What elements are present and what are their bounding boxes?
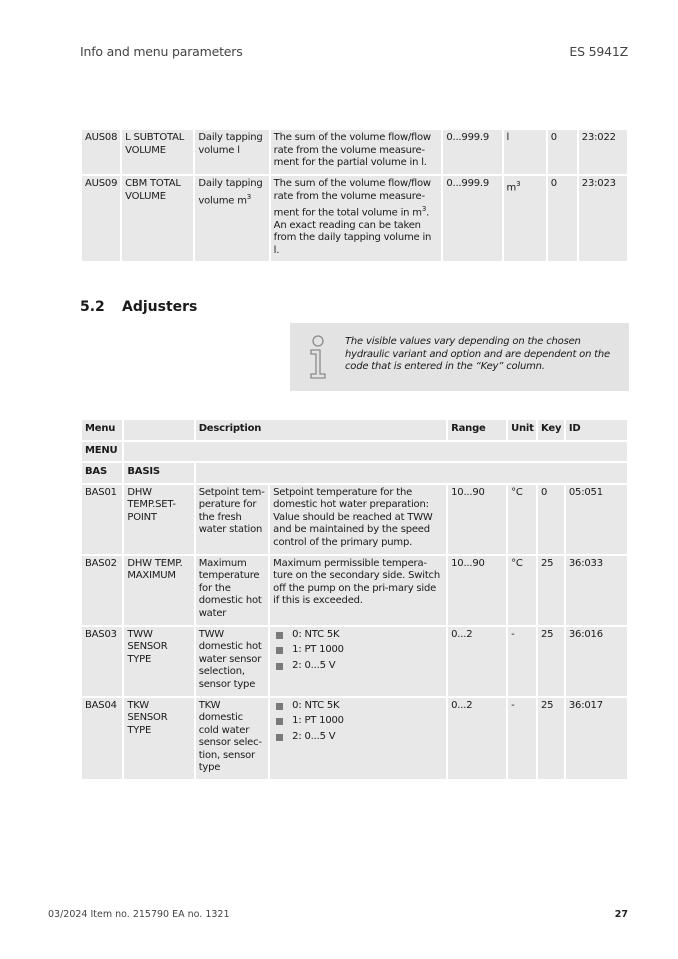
section-title: Adjusters <box>122 299 198 315</box>
options-list <box>273 700 443 744</box>
param-range: 10...90 <box>448 485 506 554</box>
param-key: 0 <box>548 176 577 261</box>
menu-row <box>82 442 627 462</box>
param-unit: l <box>504 130 546 174</box>
param-name: TKW SENSOR TYPE <box>124 698 193 779</box>
param-code: BAS04 <box>82 698 122 779</box>
options-list <box>273 629 443 673</box>
table-row <box>82 130 627 174</box>
param-name: TWW SENSOR TYPE <box>124 627 193 696</box>
group-code: BAS <box>82 463 122 483</box>
param-code: AUS08 <box>82 130 120 174</box>
param-id: 36:016 <box>566 627 627 696</box>
param-label: TWW domestic hot water sensor selection, sensor type <box>196 627 268 696</box>
param-description: The sum of the volume flow/flow rate from the volume measure-ment for the partial volume in l. <box>271 130 442 174</box>
group-name: BASIS <box>124 463 193 483</box>
section-number: 5.2 <box>80 299 105 315</box>
param-range: 0...999.9 <box>443 130 501 174</box>
list-item: 1: PT 1000 <box>273 715 443 728</box>
param-key: 25 <box>538 698 564 779</box>
header-id: ID <box>566 420 627 440</box>
param-unit: °C <box>508 556 536 625</box>
list-item: 0: NTC 5K <box>273 629 443 642</box>
param-name: CBM TOTAL VOLUME <box>122 176 193 261</box>
group-row-blank <box>196 463 627 483</box>
menu-label: MENU <box>82 442 122 462</box>
param-name: DHW TEMP. MAXIMUM <box>124 556 193 625</box>
param-unit: $m^3$ <box>504 176 546 261</box>
param-range: 0...999.9 <box>443 176 501 261</box>
table-row <box>82 176 627 261</box>
table-row <box>82 698 627 779</box>
param-id: 23:023 <box>579 176 627 261</box>
param-id: 23:022 <box>579 130 627 174</box>
menu-row-blank <box>124 442 627 462</box>
info-note-box <box>290 323 629 391</box>
list-item: 1: PT 1000 <box>273 644 443 657</box>
list-item: 2: 0...5 V <box>273 731 443 744</box>
header-menu: Menu <box>82 420 122 440</box>
param-options <box>270 698 446 779</box>
param-range: 0...2 <box>448 627 506 696</box>
group-row <box>82 463 627 483</box>
param-id: 36:033 <box>566 556 627 625</box>
param-key: 25 <box>538 556 564 625</box>
param-id: 36:017 <box>566 698 627 779</box>
param-range: 10...90 <box>448 556 506 625</box>
table-header-row <box>82 420 627 440</box>
param-label: TKW domestic cold water sensor selec-tion, sensor type <box>196 698 268 779</box>
param-unit: - <box>508 627 536 696</box>
param-id: 05:051 <box>566 485 627 554</box>
info-icon <box>307 335 329 379</box>
param-key: 25 <box>538 627 564 696</box>
info-note-text: The visible values vary depending on the chosen hydraulic variant and option and are dependent on the code that is entered in the “Key” column. <box>345 336 610 372</box>
param-range: 0...2 <box>448 698 506 779</box>
footer-item-info: 03/2024 Item no. 215790 EA no. 1321 <box>48 909 230 920</box>
page-header-title: Info and menu parameters <box>80 44 243 59</box>
param-code: AUS09 <box>82 176 120 261</box>
list-item: 2: 0...5 V <box>273 660 443 673</box>
page-header-doc-code: ES 5941Z <box>569 44 628 59</box>
param-code: BAS01 <box>82 485 122 554</box>
param-name: L SUBTOTAL VOLUME <box>122 130 193 174</box>
param-unit: - <box>508 698 536 779</box>
header-blank <box>124 420 193 440</box>
param-name: DHW TEMP.SET-POINT <box>124 485 193 554</box>
list-item: 0: NTC 5K <box>273 700 443 713</box>
param-options <box>270 627 446 696</box>
param-code: BAS03 <box>82 627 122 696</box>
table-row <box>82 556 627 625</box>
param-description: The sum of the volume flow/flow rate from the volume measure-ment for the total volume in $m^3$. An exact reading can be taken from the daily tapping volume in l. <box>271 176 442 261</box>
param-label: Daily tapping volume $m^3$ <box>195 176 268 261</box>
header-unit: Unit <box>508 420 536 440</box>
table-row <box>82 627 627 696</box>
header-key: Key <box>538 420 564 440</box>
info-parameters-table <box>80 128 629 263</box>
adjusters-table <box>80 418 629 781</box>
param-label: Daily tapping volume l <box>195 130 268 174</box>
param-description: Maximum permissible tempera-ture on the secondary side. Switch off the pump on the pri-mary side if this is exceeded. <box>270 556 446 625</box>
param-key: 0 <box>548 130 577 174</box>
param-label: Maximum temperature for the domestic hot water <box>196 556 268 625</box>
header-description: Description <box>196 420 446 440</box>
table-row <box>82 485 627 554</box>
header-range: Range <box>448 420 506 440</box>
param-label: Setpoint tem-perature for the fresh water station <box>196 485 268 554</box>
page-number: 27 <box>614 909 628 920</box>
param-code: BAS02 <box>82 556 122 625</box>
param-description: Setpoint temperature for the domestic hot water preparation: Value should be reached at TWW and be maintained by the speed control of the primary pump. <box>270 485 446 554</box>
param-unit: °C <box>508 485 536 554</box>
param-key: 0 <box>538 485 564 554</box>
